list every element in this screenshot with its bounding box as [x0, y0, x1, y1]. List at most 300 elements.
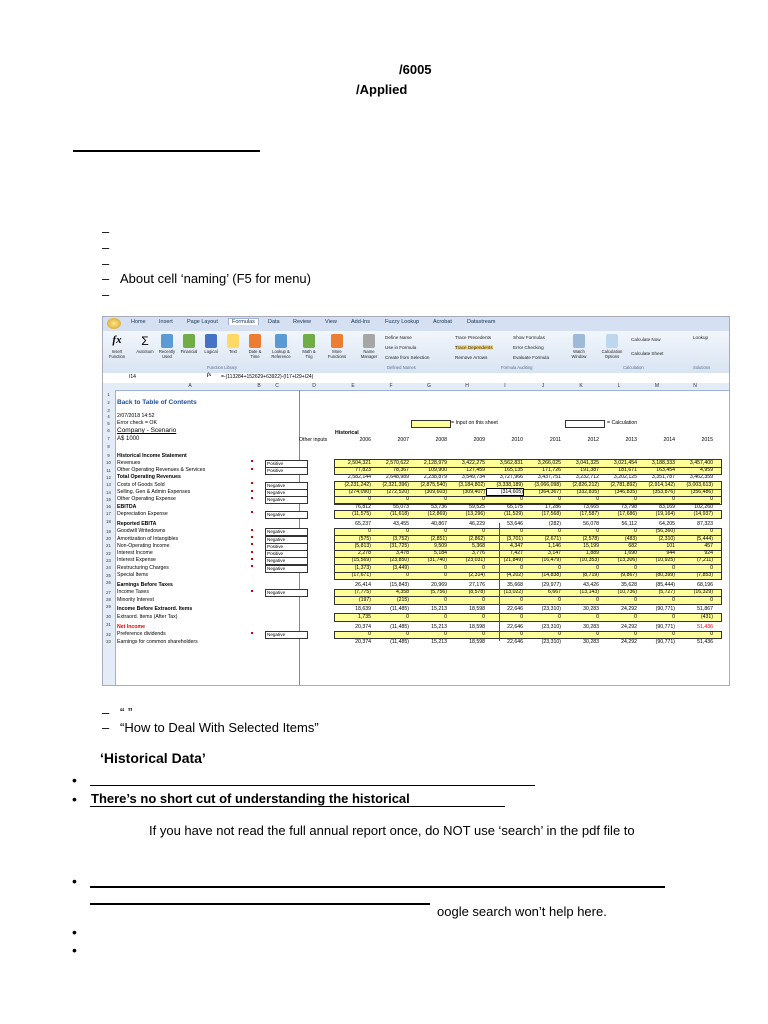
value-cell[interactable]: (353,876) — [652, 489, 675, 495]
row-label[interactable]: Income Taxes — [117, 589, 149, 596]
value-cell[interactable]: 35,668 — [507, 581, 523, 588]
value-cell[interactable]: 0 — [672, 596, 675, 603]
row-number[interactable]: 18 — [106, 518, 111, 524]
trace-dependents-button[interactable]: Trace Dependents — [455, 345, 493, 350]
value-cell[interactable]: 191,387 — [580, 467, 599, 474]
value-cell[interactable]: 0 — [520, 528, 523, 535]
value-cell[interactable]: 43,455 — [393, 520, 409, 527]
year-header[interactable]: 2013 — [625, 437, 637, 443]
row-number[interactable]: 16 — [106, 504, 111, 510]
value-cell[interactable]: 2,570,622 — [385, 459, 409, 466]
column-header[interactable]: H — [465, 383, 469, 389]
value-cell[interactable]: 0 — [482, 631, 485, 638]
value-cell[interactable]: (483) — [624, 535, 637, 542]
value-cell[interactable]: (11,485) — [390, 638, 409, 645]
row-number[interactable]: 12 — [106, 474, 111, 480]
column-header[interactable]: E — [351, 383, 355, 389]
row-label[interactable]: Other Operating Expense — [117, 496, 176, 503]
value-cell[interactable]: (272,520) — [386, 489, 409, 495]
value-cell[interactable]: 0 — [368, 496, 371, 503]
value-cell[interactable]: 682 — [628, 542, 637, 549]
value-cell[interactable]: 17,286 — [545, 503, 561, 510]
sign-tag[interactable]: Negative — [265, 489, 308, 497]
value-cell[interactable]: (274,090) — [348, 489, 371, 495]
row-number[interactable]: 5 — [107, 421, 110, 426]
sign-tag[interactable]: Negative — [265, 557, 308, 565]
value-cell[interactable]: (2,851) — [430, 535, 447, 542]
value-cell[interactable]: 101 — [666, 542, 675, 549]
value-cell[interactable]: 102,260 — [694, 503, 713, 510]
sign-tag[interactable]: Negative — [265, 496, 308, 504]
value-cell[interactable]: 3,232,712 — [575, 474, 599, 481]
value-cell[interactable]: 9,509 — [434, 542, 447, 549]
row-number[interactable]: 22 — [106, 550, 111, 556]
value-cell[interactable]: (11,485) — [390, 606, 409, 613]
row-label[interactable]: Net Income — [117, 623, 145, 630]
name-box[interactable]: I14 — [129, 374, 136, 380]
value-cell[interactable]: (13,306) — [617, 557, 637, 564]
row-label[interactable]: Goodwill Writedowns — [117, 528, 166, 535]
value-cell[interactable]: 0 — [634, 528, 637, 535]
value-cell[interactable]: 0 — [558, 496, 561, 503]
use-in-formula-button[interactable]: Use in Formula — [385, 345, 417, 350]
value-cell[interactable]: (90,771) — [655, 638, 675, 645]
value-cell[interactable]: 73,798 — [621, 503, 637, 510]
value-cell[interactable]: 0 — [444, 596, 447, 603]
value-cell[interactable]: (7,853) — [696, 572, 713, 578]
row-number[interactable]: 13 — [106, 482, 111, 488]
value-cell[interactable]: 3,457,400 — [689, 459, 713, 466]
value-cell[interactable]: 0 — [406, 631, 409, 638]
value-cell[interactable]: 24,292 — [621, 606, 637, 613]
value-cell[interactable]: 0 — [444, 496, 447, 503]
value-cell[interactable]: 0 — [634, 564, 637, 571]
row-number[interactable]: 17 — [106, 511, 111, 517]
value-cell[interactable]: (2,875,540) — [420, 481, 447, 488]
row-number[interactable]: 30 — [106, 614, 111, 620]
tab-page-layout[interactable]: Page Layout — [187, 319, 218, 325]
value-cell[interactable]: (17,686) — [617, 510, 637, 517]
tab-formulas[interactable]: Formulas — [228, 318, 259, 325]
value-cell[interactable]: 2,648,989 — [385, 474, 409, 481]
tab-data[interactable]: Data — [268, 319, 280, 325]
value-cell[interactable]: 181,671 — [618, 467, 637, 474]
value-cell[interactable]: 26,414 — [355, 581, 371, 588]
value-cell[interactable]: (11,529) — [504, 510, 523, 517]
date-time-button[interactable]: Date & Time — [245, 334, 265, 359]
value-cell[interactable]: (356,486) — [690, 489, 713, 495]
sign-tag[interactable]: Positive — [265, 460, 308, 468]
value-cell[interactable]: (13,143) — [579, 589, 599, 596]
value-cell[interactable]: 22,646 — [507, 623, 523, 630]
value-cell[interactable]: 0 — [406, 572, 409, 578]
value-cell[interactable]: 0 — [406, 613, 409, 620]
value-cell[interactable]: 0 — [596, 496, 599, 503]
value-cell[interactable]: 163,454 — [656, 467, 675, 474]
row-label[interactable]: Reported EBITA — [117, 520, 157, 527]
row-label[interactable]: Depreciation Expense — [117, 510, 168, 517]
row-number[interactable]: 29 — [106, 604, 111, 610]
value-cell[interactable]: (11,618) — [390, 510, 409, 517]
row-number[interactable]: 24 — [106, 565, 111, 571]
row-number[interactable]: 26 — [106, 579, 111, 585]
value-cell[interactable]: (29,977) — [541, 581, 561, 588]
calculation-options-button[interactable]: Calculation Options — [599, 334, 625, 359]
calculate-sheet-button[interactable]: Calculate Sheet — [631, 351, 664, 356]
value-cell[interactable]: 0 — [710, 496, 713, 503]
sign-tag[interactable]: Negative — [265, 528, 308, 536]
row-label[interactable]: Total Operating Revenues — [117, 474, 181, 481]
value-cell[interactable]: (17,568) — [541, 510, 561, 517]
date-cell[interactable]: 2/07/2018 14:52 — [117, 413, 155, 419]
value-cell[interactable]: 56,078 — [583, 520, 599, 527]
row-number[interactable]: 25 — [106, 572, 111, 578]
row-number[interactable]: 15 — [106, 496, 111, 502]
tab-fuzzy-lookup[interactable]: Fuzzy Lookup — [385, 319, 420, 325]
value-cell[interactable]: 3,021,454 — [613, 459, 637, 466]
row-label[interactable]: Extraord. Items (After Tax) — [117, 613, 178, 620]
value-cell[interactable]: 18,598 — [469, 623, 485, 630]
value-cell[interactable]: 4,358 — [396, 589, 409, 596]
value-cell[interactable]: (309,407) — [462, 489, 485, 495]
value-cell[interactable]: 0 — [634, 613, 637, 620]
value-cell[interactable]: (21,849) — [503, 557, 523, 564]
value-cell[interactable]: 0 — [672, 631, 675, 638]
sign-tag[interactable]: Negative — [265, 536, 308, 544]
value-cell[interactable]: 0 — [558, 596, 561, 603]
value-cell[interactable]: 2,278 — [358, 550, 371, 557]
value-cell[interactable]: 2,238,879 — [423, 474, 447, 481]
value-cell[interactable]: (309,603) — [424, 489, 447, 495]
column-header[interactable]: K — [579, 383, 583, 389]
row-label[interactable]: Special Items — [117, 572, 149, 578]
value-cell[interactable]: 40,867 — [431, 520, 447, 527]
lookup-reference-button[interactable]: Lookup & Reference — [271, 334, 291, 359]
logical-button[interactable]: Logical — [201, 334, 221, 354]
value-cell[interactable]: 0 — [482, 496, 485, 503]
row-label[interactable]: Earnings Before Taxes — [117, 581, 173, 588]
value-cell[interactable]: 15,199 — [583, 542, 599, 549]
value-cell[interactable]: 18,598 — [469, 638, 485, 645]
value-cell[interactable]: 78,367 — [393, 467, 409, 474]
value-cell[interactable]: (23,031) — [465, 557, 485, 564]
row-number[interactable]: 23 — [106, 557, 111, 563]
value-cell[interactable]: 0 — [710, 528, 713, 535]
value-cell[interactable]: (5,727) — [658, 589, 675, 596]
value-cell[interactable]: 0 — [482, 613, 485, 620]
value-cell[interactable]: 2,582,144 — [347, 474, 371, 481]
value-cell[interactable]: 3,188,333 — [651, 459, 675, 466]
value-cell[interactable]: 20,374 — [355, 638, 371, 645]
value-cell[interactable]: (5,756) — [430, 589, 447, 596]
value-cell[interactable]: (3,184,802) — [458, 481, 485, 488]
insert-function-button[interactable]: fx Insert Function — [108, 334, 126, 359]
value-cell[interactable]: 0 — [444, 528, 447, 535]
value-cell[interactable]: (8,719) — [582, 572, 599, 578]
value-cell[interactable]: 35,628 — [621, 581, 637, 588]
column-header[interactable]: D — [312, 383, 316, 389]
value-cell[interactable]: (5,813) — [354, 542, 371, 549]
value-cell[interactable]: (9,867) — [620, 572, 637, 578]
value-cell[interactable]: (23,850) — [389, 557, 409, 564]
math-trig-button[interactable]: Math & Trig — [299, 334, 319, 359]
row-label[interactable]: Historical Income Statement — [117, 452, 187, 459]
value-cell[interactable]: 68,196 — [697, 581, 713, 588]
show-formulas-button[interactable]: Show Formulas — [513, 335, 545, 340]
value-cell[interactable]: 0 — [596, 613, 599, 620]
value-cell[interactable]: (56,360) — [655, 528, 675, 535]
value-cell[interactable]: (7,775) — [354, 589, 371, 596]
back-to-toc-link[interactable]: Back to Table of Contents — [117, 399, 197, 406]
tab-insert[interactable]: Insert — [159, 319, 173, 325]
tab-review[interactable]: Review — [293, 319, 312, 325]
row-number[interactable]: 10 — [106, 460, 111, 466]
value-cell[interactable]: (16,329) — [693, 589, 713, 596]
value-cell[interactable]: 0 — [596, 631, 599, 638]
row-label[interactable]: Restructuring Charges — [117, 564, 169, 571]
year-header[interactable]: 2006 — [359, 437, 371, 443]
value-cell[interactable]: (5,444) — [696, 535, 713, 542]
value-cell[interactable]: (2,862) — [468, 535, 485, 542]
value-cell[interactable]: 73,665 — [583, 503, 599, 510]
value-cell[interactable]: 0 — [368, 631, 371, 638]
value-cell[interactable]: 77,823 — [355, 467, 371, 474]
sign-tag[interactable]: Negative — [265, 511, 308, 519]
value-cell[interactable]: 3,462,359 — [689, 474, 713, 481]
value-cell[interactable]: 24,292 — [621, 638, 637, 645]
value-cell[interactable]: 15,213 — [431, 623, 447, 630]
value-cell[interactable]: (10,925) — [655, 557, 675, 564]
calculate-now-button[interactable]: Calculate Now — [631, 337, 661, 342]
value-cell[interactable]: (3,449) — [392, 564, 409, 571]
value-cell[interactable]: 3,562,831 — [499, 459, 523, 466]
value-cell[interactable]: 65,237 — [355, 520, 371, 527]
value-cell[interactable]: 0 — [634, 596, 637, 603]
row-number[interactable]: 9 — [107, 453, 110, 458]
value-cell[interactable]: (332,835) — [576, 489, 599, 495]
column-header[interactable]: B — [257, 383, 261, 389]
value-cell[interactable]: (575) — [358, 535, 371, 542]
value-cell[interactable]: (14,937) — [693, 510, 713, 517]
tab-acrobat[interactable]: Acrobat — [433, 319, 452, 325]
value-cell[interactable]: (3,701) — [506, 535, 523, 542]
value-cell[interactable]: (1,373) — [354, 564, 371, 571]
tab-home[interactable]: Home — [131, 319, 146, 325]
value-cell[interactable]: 51,436 — [697, 638, 713, 645]
sign-tag[interactable]: Negative — [265, 482, 308, 490]
define-name-button[interactable]: Define Name — [385, 335, 412, 340]
value-cell[interactable]: (2,321,396) — [382, 481, 409, 488]
value-cell[interactable]: 55,073 — [393, 503, 409, 510]
row-number[interactable]: 21 — [106, 543, 111, 549]
column-header[interactable]: C — [275, 383, 279, 389]
value-cell[interactable]: (31,725) — [389, 542, 409, 549]
row-label[interactable]: Amortization of Intangibles — [117, 535, 179, 542]
value-cell[interactable]: 0 — [672, 564, 675, 571]
value-cell[interactable]: 0 — [520, 596, 523, 603]
value-cell[interactable]: (85,444) — [655, 581, 675, 588]
column-header[interactable]: I — [504, 383, 506, 389]
lookup-button[interactable]: Lookup — [693, 335, 709, 340]
year-header[interactable]: 2014 — [663, 437, 675, 443]
row-number[interactable]: 6 — [107, 428, 110, 433]
value-cell[interactable]: (23,310) — [541, 606, 561, 613]
row-label[interactable]: Income Before Extraord. Items — [117, 606, 193, 613]
column-header[interactable]: M — [654, 383, 660, 389]
row-number[interactable]: 33 — [106, 639, 111, 644]
value-cell[interactable]: (23,310) — [541, 638, 561, 645]
remove-arrows-button[interactable]: Remove Arrows — [455, 355, 488, 360]
row-label[interactable]: Interest Expense — [117, 557, 156, 564]
column-header[interactable]: J — [541, 383, 545, 389]
sign-tag[interactable]: Positive — [265, 550, 308, 558]
value-cell[interactable]: (10,736) — [617, 589, 637, 596]
value-cell[interactable]: 4,347 — [510, 542, 523, 549]
company-scenario[interactable]: Company - Scenario — [117, 427, 177, 434]
value-cell[interactable]: (346,835) — [614, 489, 637, 495]
value-cell[interactable]: 0 — [444, 564, 447, 571]
row-label[interactable]: Earnings for common shareholders — [117, 638, 198, 645]
office-button-icon[interactable] — [107, 318, 121, 329]
value-cell[interactable]: (314,605) — [487, 489, 523, 495]
value-cell[interactable]: (2,781,892) — [610, 481, 637, 488]
value-cell[interactable]: 3,437,751 — [537, 474, 561, 481]
value-cell[interactable]: 2,128,979 — [423, 459, 447, 466]
text-button[interactable]: Text — [223, 334, 243, 354]
row-number[interactable]: 28 — [106, 597, 111, 603]
value-cell[interactable]: (11,485) — [390, 623, 409, 630]
value-cell[interactable]: (13,022) — [503, 589, 523, 596]
value-cell[interactable]: 5,184 — [434, 550, 447, 557]
row-label[interactable]: Minority Interest — [117, 596, 154, 603]
year-header[interactable]: 2010 — [511, 437, 523, 443]
row-number[interactable]: 20 — [106, 536, 111, 541]
value-cell[interactable]: 64,205 — [659, 520, 675, 527]
value-cell[interactable]: 0 — [520, 496, 523, 503]
value-cell[interactable]: 56,112 — [621, 520, 637, 527]
value-cell[interactable]: 109,900 — [428, 467, 447, 474]
column-header[interactable]: N — [693, 383, 697, 389]
row-label[interactable]: Preference dividends — [117, 631, 166, 638]
value-cell[interactable]: 0 — [710, 596, 713, 603]
value-cell[interactable]: 1,690 — [624, 550, 637, 557]
autosum-button[interactable]: Σ AutoSum — [136, 334, 154, 354]
value-cell[interactable]: (15,569) — [351, 557, 371, 564]
value-cell[interactable]: (431) — [700, 613, 713, 620]
row-number[interactable]: 4 — [107, 414, 110, 419]
row-label[interactable]: EBITDA — [117, 503, 137, 510]
value-cell[interactable]: 924 — [704, 550, 713, 557]
watch-window-button[interactable]: Watch Window — [569, 334, 589, 359]
value-cell[interactable]: 20,969 — [431, 581, 447, 588]
value-cell[interactable]: 3,727,966 — [499, 474, 523, 481]
row-label[interactable]: Other Operating Revenues & Services — [117, 467, 206, 474]
value-cell[interactable]: 18,598 — [469, 606, 485, 613]
evaluate-formula-button[interactable]: Evaluate Formula — [513, 355, 550, 360]
error-check-cell[interactable]: Error check = OK — [117, 420, 157, 426]
value-cell[interactable]: 0 — [406, 528, 409, 535]
row-number[interactable]: 27 — [106, 589, 111, 595]
value-cell[interactable]: 0 — [672, 613, 675, 620]
year-header[interactable]: 2011 — [549, 437, 561, 443]
value-cell[interactable]: 165,135 — [504, 467, 523, 474]
value-cell[interactable]: 27,176 — [469, 581, 485, 588]
value-cell[interactable]: (2,826,212) — [572, 481, 599, 488]
value-cell[interactable]: 0 — [482, 528, 485, 535]
row-number[interactable]: 11 — [106, 467, 111, 473]
value-cell[interactable]: 1,735 — [358, 613, 371, 620]
value-cell[interactable]: 0 — [596, 528, 599, 535]
value-cell[interactable]: 3,266,025 — [537, 459, 561, 466]
value-cell[interactable]: (3,338,189) — [496, 481, 523, 488]
value-cell[interactable]: (8,578) — [468, 589, 485, 596]
value-cell[interactable]: (12,869) — [427, 510, 447, 517]
year-header[interactable]: 2009 — [473, 437, 485, 443]
value-cell[interactable]: 15,213 — [431, 606, 447, 613]
tab-datastream[interactable]: Datastream — [467, 319, 496, 325]
value-cell[interactable]: 4,959 — [700, 467, 713, 474]
value-cell[interactable]: 76,812 — [355, 503, 371, 510]
error-checking-button[interactable]: Error Checking — [513, 345, 544, 350]
row-number[interactable]: 1 — [107, 392, 110, 397]
value-cell[interactable]: (215) — [396, 596, 409, 603]
value-cell[interactable]: 2,504,321 — [347, 459, 371, 466]
row-number[interactable]: 7 — [107, 436, 110, 441]
column-header[interactable]: L — [617, 383, 621, 389]
sign-tag[interactable]: Negative — [265, 589, 308, 597]
value-cell[interactable]: 0 — [444, 613, 447, 620]
value-cell[interactable]: 0 — [558, 528, 561, 535]
value-cell[interactable]: 3,041,325 — [575, 459, 599, 466]
value-cell[interactable]: (2,914,142) — [648, 481, 675, 488]
value-cell[interactable]: 59,525 — [469, 503, 485, 510]
value-cell[interactable]: (15,843) — [389, 581, 409, 588]
row-number[interactable]: 32 — [106, 631, 111, 637]
value-cell[interactable]: (14,838) — [541, 572, 561, 578]
value-cell[interactable]: 0 — [482, 596, 485, 603]
value-cell[interactable]: 0 — [710, 631, 713, 638]
value-cell[interactable]: 15,213 — [431, 638, 447, 645]
year-header[interactable]: 2008 — [435, 437, 447, 443]
value-cell[interactable]: 0 — [672, 496, 675, 503]
value-cell[interactable]: 30,283 — [583, 623, 599, 630]
value-cell[interactable]: 0 — [634, 631, 637, 638]
value-cell[interactable]: 30,283 — [583, 606, 599, 613]
value-cell[interactable]: 6,667 — [548, 589, 561, 596]
value-cell[interactable]: 0 — [444, 572, 447, 578]
currency-cell[interactable]: A$ 1000 — [117, 436, 140, 442]
value-cell[interactable]: 0 — [520, 564, 523, 571]
value-cell[interactable]: 127,459 — [466, 467, 485, 474]
value-cell[interactable]: (2,231,242) — [344, 481, 371, 488]
name-manager-button[interactable]: Name Manager — [359, 334, 379, 359]
value-cell[interactable]: 22,646 — [507, 638, 523, 645]
row-label[interactable]: Selling, Gen & Admin Expenses — [117, 489, 191, 495]
value-cell[interactable]: 0 — [520, 631, 523, 638]
tab-view[interactable]: View — [325, 319, 337, 325]
value-cell[interactable]: (2,310) — [658, 535, 675, 542]
value-cell[interactable]: 65,175 — [507, 503, 523, 510]
row-label[interactable]: Interest Income — [117, 550, 153, 557]
column-header[interactable]: A — [188, 383, 192, 389]
value-cell[interactable]: 7,427 — [510, 550, 523, 557]
value-cell[interactable]: (19,164) — [655, 510, 675, 517]
value-cell[interactable]: 171,726 — [542, 467, 561, 474]
value-cell[interactable]: 51,867 — [697, 606, 713, 613]
value-cell[interactable]: 53,736 — [431, 503, 447, 510]
value-cell[interactable]: 5,368 — [472, 542, 485, 549]
value-cell[interactable]: 0 — [406, 496, 409, 503]
